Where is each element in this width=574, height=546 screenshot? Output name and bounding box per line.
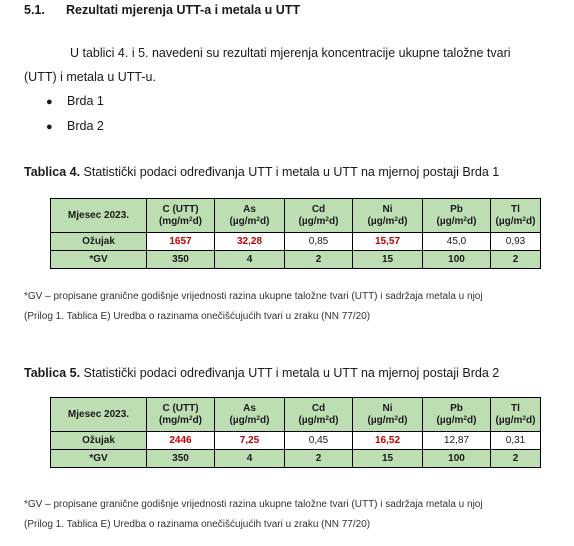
- row-label: Ožujak: [51, 432, 147, 450]
- table5-caption: [24, 366, 499, 380]
- column-header: [491, 398, 541, 432]
- table-cell: 350: [147, 251, 215, 269]
- column-name: Cd: [311, 402, 326, 414]
- column-unit: $(mg/m^2d)$: [158, 414, 203, 426]
- column-unit: $(\mu g/m^2d)$: [229, 215, 270, 227]
- column-name: Tl: [511, 402, 520, 414]
- footnote-line-2: (Prilog 1. Tablica E) Uredba o razinama onečišćujućih tvari u zraku (NN 77/20): [24, 519, 371, 530]
- column-header: [215, 398, 285, 432]
- column-name: Mjesec 2023.: [67, 209, 130, 221]
- table5: [50, 397, 541, 468]
- table4-caption: [24, 165, 499, 179]
- row-label: *GV: [51, 251, 147, 269]
- column-unit: $(\mu g/m^2d)$: [436, 215, 477, 227]
- row-label: Ožujak: [51, 233, 147, 251]
- table-cell: 2: [285, 450, 353, 468]
- table-row: [51, 233, 541, 251]
- bullet-icon: ●: [46, 96, 53, 108]
- table-cell: 4: [215, 251, 285, 269]
- table-cell: 45,0: [423, 233, 491, 251]
- table-cell: 2446: [147, 432, 215, 450]
- bullet-icon: ●: [46, 121, 53, 133]
- table-cell: 15: [353, 450, 423, 468]
- column-unit: $(\mu g/m^2d)$: [367, 414, 408, 426]
- bullet-label: Brda 1: [67, 94, 104, 108]
- column-name: C (UTT): [162, 203, 199, 215]
- column-header: [491, 199, 541, 233]
- column-unit: $(\mu g/m^2d)$: [229, 414, 270, 426]
- table-cell: 0,85: [285, 233, 353, 251]
- column-unit: $(mg/m^2d)$: [158, 215, 203, 227]
- column-unit: $(\mu g/m^2d)$: [367, 215, 408, 227]
- table-cell: 0,45: [285, 432, 353, 450]
- column-name: C (UTT): [162, 402, 199, 414]
- column-unit: $(\mu g/m^2d)$: [298, 414, 339, 426]
- column-name: As: [243, 203, 256, 215]
- column-header: [215, 199, 285, 233]
- column-header: [353, 199, 423, 233]
- bullet-item-brda-2: [46, 119, 104, 133]
- table4-footnote: [24, 287, 483, 327]
- table-row: [51, 432, 541, 450]
- table-cell: 100: [423, 450, 491, 468]
- intro-line-1: U tablici 4. i 5. navedeni su rezultati mjerenja koncentracije ukupne taložne tvari: [70, 46, 511, 60]
- column-header: [51, 398, 147, 432]
- table-cell: 0,93: [491, 233, 541, 251]
- table5-caption-text: Statistički podaci određivanja UTT i metala u UTT na mjernoj postaji Brda 2: [80, 366, 500, 380]
- column-header: [51, 199, 147, 233]
- row-label: *GV: [51, 450, 147, 468]
- column-unit: $(\mu g/m^2d)$: [298, 215, 339, 227]
- table-cell: 2: [491, 251, 541, 269]
- table-cell: 2: [285, 251, 353, 269]
- table-header-row: [51, 199, 541, 233]
- table-cell: 0,31: [491, 432, 541, 450]
- section-heading: [24, 3, 300, 17]
- column-header: [353, 398, 423, 432]
- footnote-line-1: *GV – propisane granične godišnje vrijednosti razina ukupne taložne tvari (UTT) i sadržaja metala u njoj: [24, 291, 483, 302]
- intro-line-2: (UTT) i metala u UTT-u.: [24, 70, 156, 84]
- column-name: As: [243, 402, 256, 414]
- table4-caption-text: Statistički podaci određivanja UTT i metala u UTT na mjernoj postaji Brda 1: [80, 165, 500, 179]
- table-cell: 16,52: [353, 432, 423, 450]
- column-name: Ni: [382, 203, 393, 215]
- column-name: Pb: [450, 402, 463, 414]
- table-cell: 1657: [147, 233, 215, 251]
- table-row: [51, 251, 541, 269]
- column-header: [147, 199, 215, 233]
- table-row: [51, 450, 541, 468]
- table-cell: 15,57: [353, 233, 423, 251]
- table-cell: 7,25: [215, 432, 285, 450]
- table-cell: 15: [353, 251, 423, 269]
- footnote-line-2: (Prilog 1. Tablica E) Uredba o razinama onečišćujućih tvari u zraku (NN 77/20): [24, 311, 371, 322]
- table5-footnote: [24, 495, 483, 535]
- table4-caption-number: Tablica 4.: [24, 165, 81, 179]
- column-header: [147, 398, 215, 432]
- column-name: Cd: [311, 203, 326, 215]
- table-cell: 2: [491, 450, 541, 468]
- column-header: [285, 398, 353, 432]
- section-title: Rezultati mjerenja UTT-a i metala u UTT: [66, 3, 301, 17]
- footnote-line-1: *GV – propisane granične godišnje vrijednosti razina ukupne taložne tvari (UTT) i sadržaja metala u njoj: [24, 499, 483, 510]
- table5-caption-number: Tablica 5.: [24, 366, 81, 380]
- column-unit: $(\mu g/m^2d)$: [495, 414, 536, 426]
- table-cell: 100: [423, 251, 491, 269]
- column-name: Mjesec 2023.: [67, 408, 130, 420]
- table-cell: 350: [147, 450, 215, 468]
- table-cell: 32,28: [215, 233, 285, 251]
- table-cell: 4: [215, 450, 285, 468]
- table-header-row: [51, 398, 541, 432]
- bullet-item-brda-1: [46, 94, 104, 108]
- column-unit: $(\mu g/m^2d)$: [495, 215, 536, 227]
- bullet-label: Brda 2: [67, 119, 104, 133]
- column-name: Ni: [382, 402, 393, 414]
- column-name: Pb: [450, 203, 463, 215]
- column-header: [423, 199, 491, 233]
- table4: [50, 198, 541, 269]
- column-header: [285, 199, 353, 233]
- column-unit: $(\mu g/m^2d)$: [436, 414, 477, 426]
- column-name: Tl: [511, 203, 520, 215]
- column-header: [423, 398, 491, 432]
- section-number: 5.1.: [24, 3, 45, 17]
- table-cell: 12,87: [423, 432, 491, 450]
